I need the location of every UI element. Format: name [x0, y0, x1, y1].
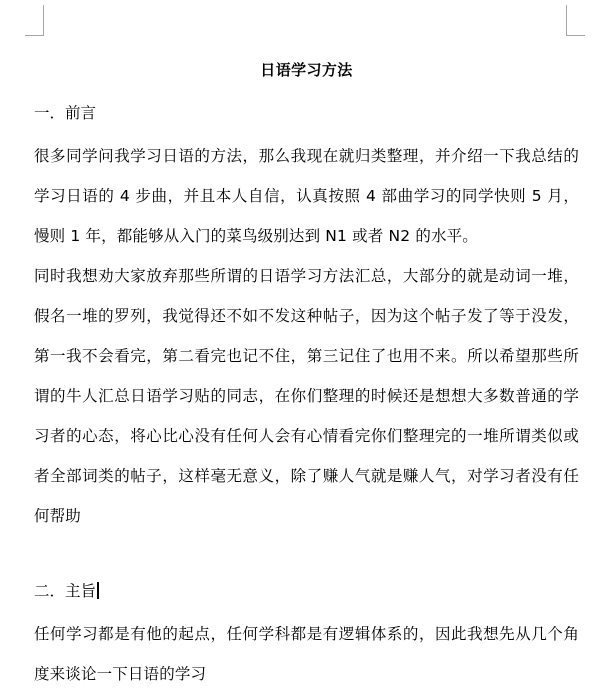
- page-title: 日语学习方法: [260, 61, 353, 79]
- section-heading-two: [34, 576, 579, 606]
- paragraph-one-one: 很多同学问我学习日语的方法，那么我现在就归类整理，并介绍一下我总结的学习日语的 4 步曲，并且本人自信，认真按照 4 部曲学习的同学快则 5 月，慢则 1 年，都能够从入门的菜鸟级别达到 N1 或者 N2 的水平。: [34, 147, 579, 245]
- margin-corner-mark-top-right: [566, 5, 585, 36]
- text-cursor-caret: [97, 582, 99, 599]
- section-heading-two-label: 二．主旨: [34, 582, 97, 600]
- paragraph-two-one: 任何学习都是有他的起点，任何学科都是有逻辑体系的，因此我想先从几个角度来谈论一下日语的学习: [34, 625, 579, 683]
- margin-corner-mark-top-left: [25, 5, 44, 36]
- section-heading-one: 一．前言: [34, 104, 97, 122]
- document-text-area[interactable]: [34, 56, 579, 694]
- empty-paragraph: [34, 536, 579, 576]
- paragraph-one-two: 同时我想劝大家放弃那些所谓的日语学习方法汇总，大部分的就是动词一堆，假名一堆的罗列，我觉得还不如不发这种帖子，因为这个帖子发了等于没发，第一我不会看完，第二看完也记不住，第三记住了也用不来。所以希望那些所谓的牛人汇总日语学习贴的同志，在你们整理的时候还是想想大多数普通的学习者的心态，将心比心没有任何人会有心情看完你们整理完的一堆所谓类似或者全部词类的帖子，这样毫无意义，除了赚人气就是赚人气，对学习者没有任何帮助: [34, 267, 579, 525]
